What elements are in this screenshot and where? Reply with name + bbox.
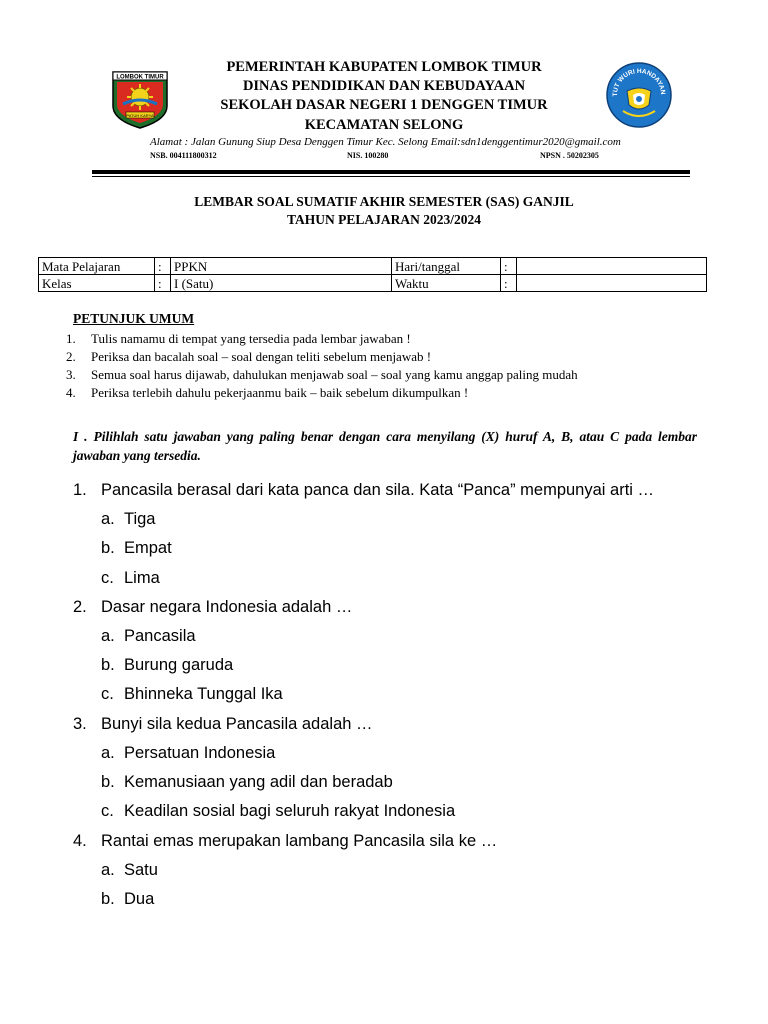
list-item-text: Semua soal harus dijawab, dahulukan menjawab soal – soal yang kamu anggap paling mudah <box>91 367 578 382</box>
answer-option <box>73 534 713 563</box>
answer-option <box>73 797 713 826</box>
question-number: 2. <box>73 597 87 616</box>
list-item <box>66 330 578 348</box>
question-stem <box>73 710 713 739</box>
nsb-code: NSB. 004111800312 <box>150 151 217 160</box>
colon: : <box>155 258 171 275</box>
list-item-text: Tulis namamu di tempat yang tersedia pada lembar jawaban ! <box>91 331 411 346</box>
option-letter: c. <box>101 568 114 587</box>
answer-option <box>73 856 713 885</box>
academic-year: TAHUN PELAJARAN 2023/2024 <box>286 212 481 227</box>
option-text: Kemanusiaan yang adil dan beradab <box>124 773 393 792</box>
option-text: Pancasila <box>124 626 196 645</box>
class-label: Kelas <box>39 275 155 292</box>
section-instruction: I . Pilihlah satu jawaban yang paling benar dengan cara menyilang (X) huruf A, B, atau C pada lembar jawaban yang tersedia. <box>73 429 697 463</box>
table-row <box>39 275 707 292</box>
question-item <box>73 827 713 915</box>
question-stem <box>73 593 713 622</box>
letterhead-school: SEKOLAH DASAR NEGERI 1 DENGGEN TIMUR <box>220 97 548 113</box>
instructions-heading: PETUNJUK UMUM <box>73 311 195 326</box>
option-letter: a. <box>101 743 115 762</box>
list-item-text: Periksa dan bacalah soal – soal dengan teliti sebelum menjawab ! <box>91 349 432 364</box>
option-letter: b. <box>101 539 115 558</box>
letterhead-divider-thick <box>92 170 690 174</box>
option-letter: b. <box>101 889 115 908</box>
question-number: 1. <box>73 481 87 499</box>
option-letter: a. <box>101 626 115 645</box>
option-letter: a. <box>101 860 115 879</box>
question-text: Pancasila berasal dari kata panca dan sila. Kata “Panca” mempunyai arti … <box>101 481 655 499</box>
option-text: Persatuan Indonesia <box>124 743 276 762</box>
answer-option <box>73 564 713 593</box>
answer-option <box>73 651 713 680</box>
school-address: Alamat : Jalan Gunung Siup Desa Denggen Timur Kec. Selong Email:sdn1denggentimur2020@gmail.com <box>150 136 621 148</box>
option-letter: b. <box>101 656 115 675</box>
identity-table <box>38 257 707 292</box>
instructions-list <box>66 330 578 402</box>
letterhead-divider-thin <box>92 176 690 177</box>
list-item-text: Periksa terlebih dahulu pekerjaanmu baik – baik sebelum dikumpulkan ! <box>91 385 469 400</box>
option-letter: c. <box>101 802 114 821</box>
time-value-field[interactable] <box>517 275 707 292</box>
table-row <box>39 258 707 275</box>
letterhead-government: PEMERINTAH KABUPATEN LOMBOK TIMUR <box>226 59 542 75</box>
list-item-number: 4. <box>66 385 76 400</box>
option-letter: b. <box>101 773 115 792</box>
question-stem <box>73 827 713 856</box>
svg-text:PATUH KARYA: PATUH KARYA <box>126 113 154 118</box>
answer-option <box>73 622 713 651</box>
question-item <box>73 476 713 593</box>
option-letter: c. <box>101 685 114 704</box>
colon: : <box>501 275 517 292</box>
svg-text:LOMBOK TIMUR: LOMBOK TIMUR <box>116 74 164 81</box>
svg-text:TUT WURI HANDAYANI: TUT WURI HANDAYAN <box>611 67 667 97</box>
colon: : <box>155 275 171 292</box>
list-item-number: 3. <box>66 367 76 382</box>
list-item <box>66 384 578 402</box>
question-text: Bunyi sila kedua Pancasila adalah … <box>101 714 373 733</box>
list-item-number: 2. <box>66 349 76 364</box>
question-number: 3. <box>73 714 87 733</box>
subject-value: PPKN <box>171 258 392 275</box>
question-text: Rantai emas merupakan lambang Pancasila sila ke … <box>101 831 498 850</box>
option-text: Bhinneka Tunggal Ika <box>124 685 283 704</box>
answer-option <box>73 768 713 797</box>
option-text: Lima <box>124 568 160 587</box>
npsn-code: NPSN . 50202305 <box>540 151 599 160</box>
option-text: Satu <box>124 860 158 879</box>
option-text: Empat <box>124 539 172 558</box>
option-text: Tiga <box>124 510 156 528</box>
tut-wuri-handayani-logo-icon <box>605 61 673 129</box>
time-label: Waktu <box>392 275 501 292</box>
answer-option <box>73 505 713 534</box>
question-item <box>73 593 713 710</box>
letterhead-department: DINAS PENDIDIKAN DAN KEBUDAYAAN <box>242 78 526 94</box>
list-item-number: 1. <box>66 331 76 346</box>
list-item <box>66 366 578 384</box>
option-text: Dua <box>124 889 155 908</box>
letterhead-district: KECAMATAN SELONG <box>304 117 464 133</box>
class-value: I (Satu) <box>171 275 392 292</box>
nis-code: NIS. 100280 <box>347 151 389 160</box>
answer-option <box>73 885 713 914</box>
option-letter: a. <box>101 510 115 528</box>
colon: : <box>501 258 517 275</box>
question-stem <box>73 476 713 505</box>
answer-option <box>73 739 713 768</box>
answer-option <box>73 680 713 709</box>
question-text: Dasar negara Indonesia adalah … <box>101 597 353 616</box>
document-title: LEMBAR SOAL SUMATIF AKHIR SEMESTER (SAS) GANJIL <box>194 194 574 209</box>
day-value-field[interactable] <box>517 258 707 275</box>
question-item <box>73 710 713 827</box>
day-label: Hari/tanggal <box>392 258 501 275</box>
subject-label: Mata Pelajaran <box>39 258 155 275</box>
question-number: 4. <box>73 831 87 850</box>
list-item <box>66 348 578 366</box>
option-text: Keadilan sosial bagi seluruh rakyat Indonesia <box>124 802 456 821</box>
question-list <box>73 476 713 914</box>
option-text: Burung garuda <box>124 656 234 675</box>
